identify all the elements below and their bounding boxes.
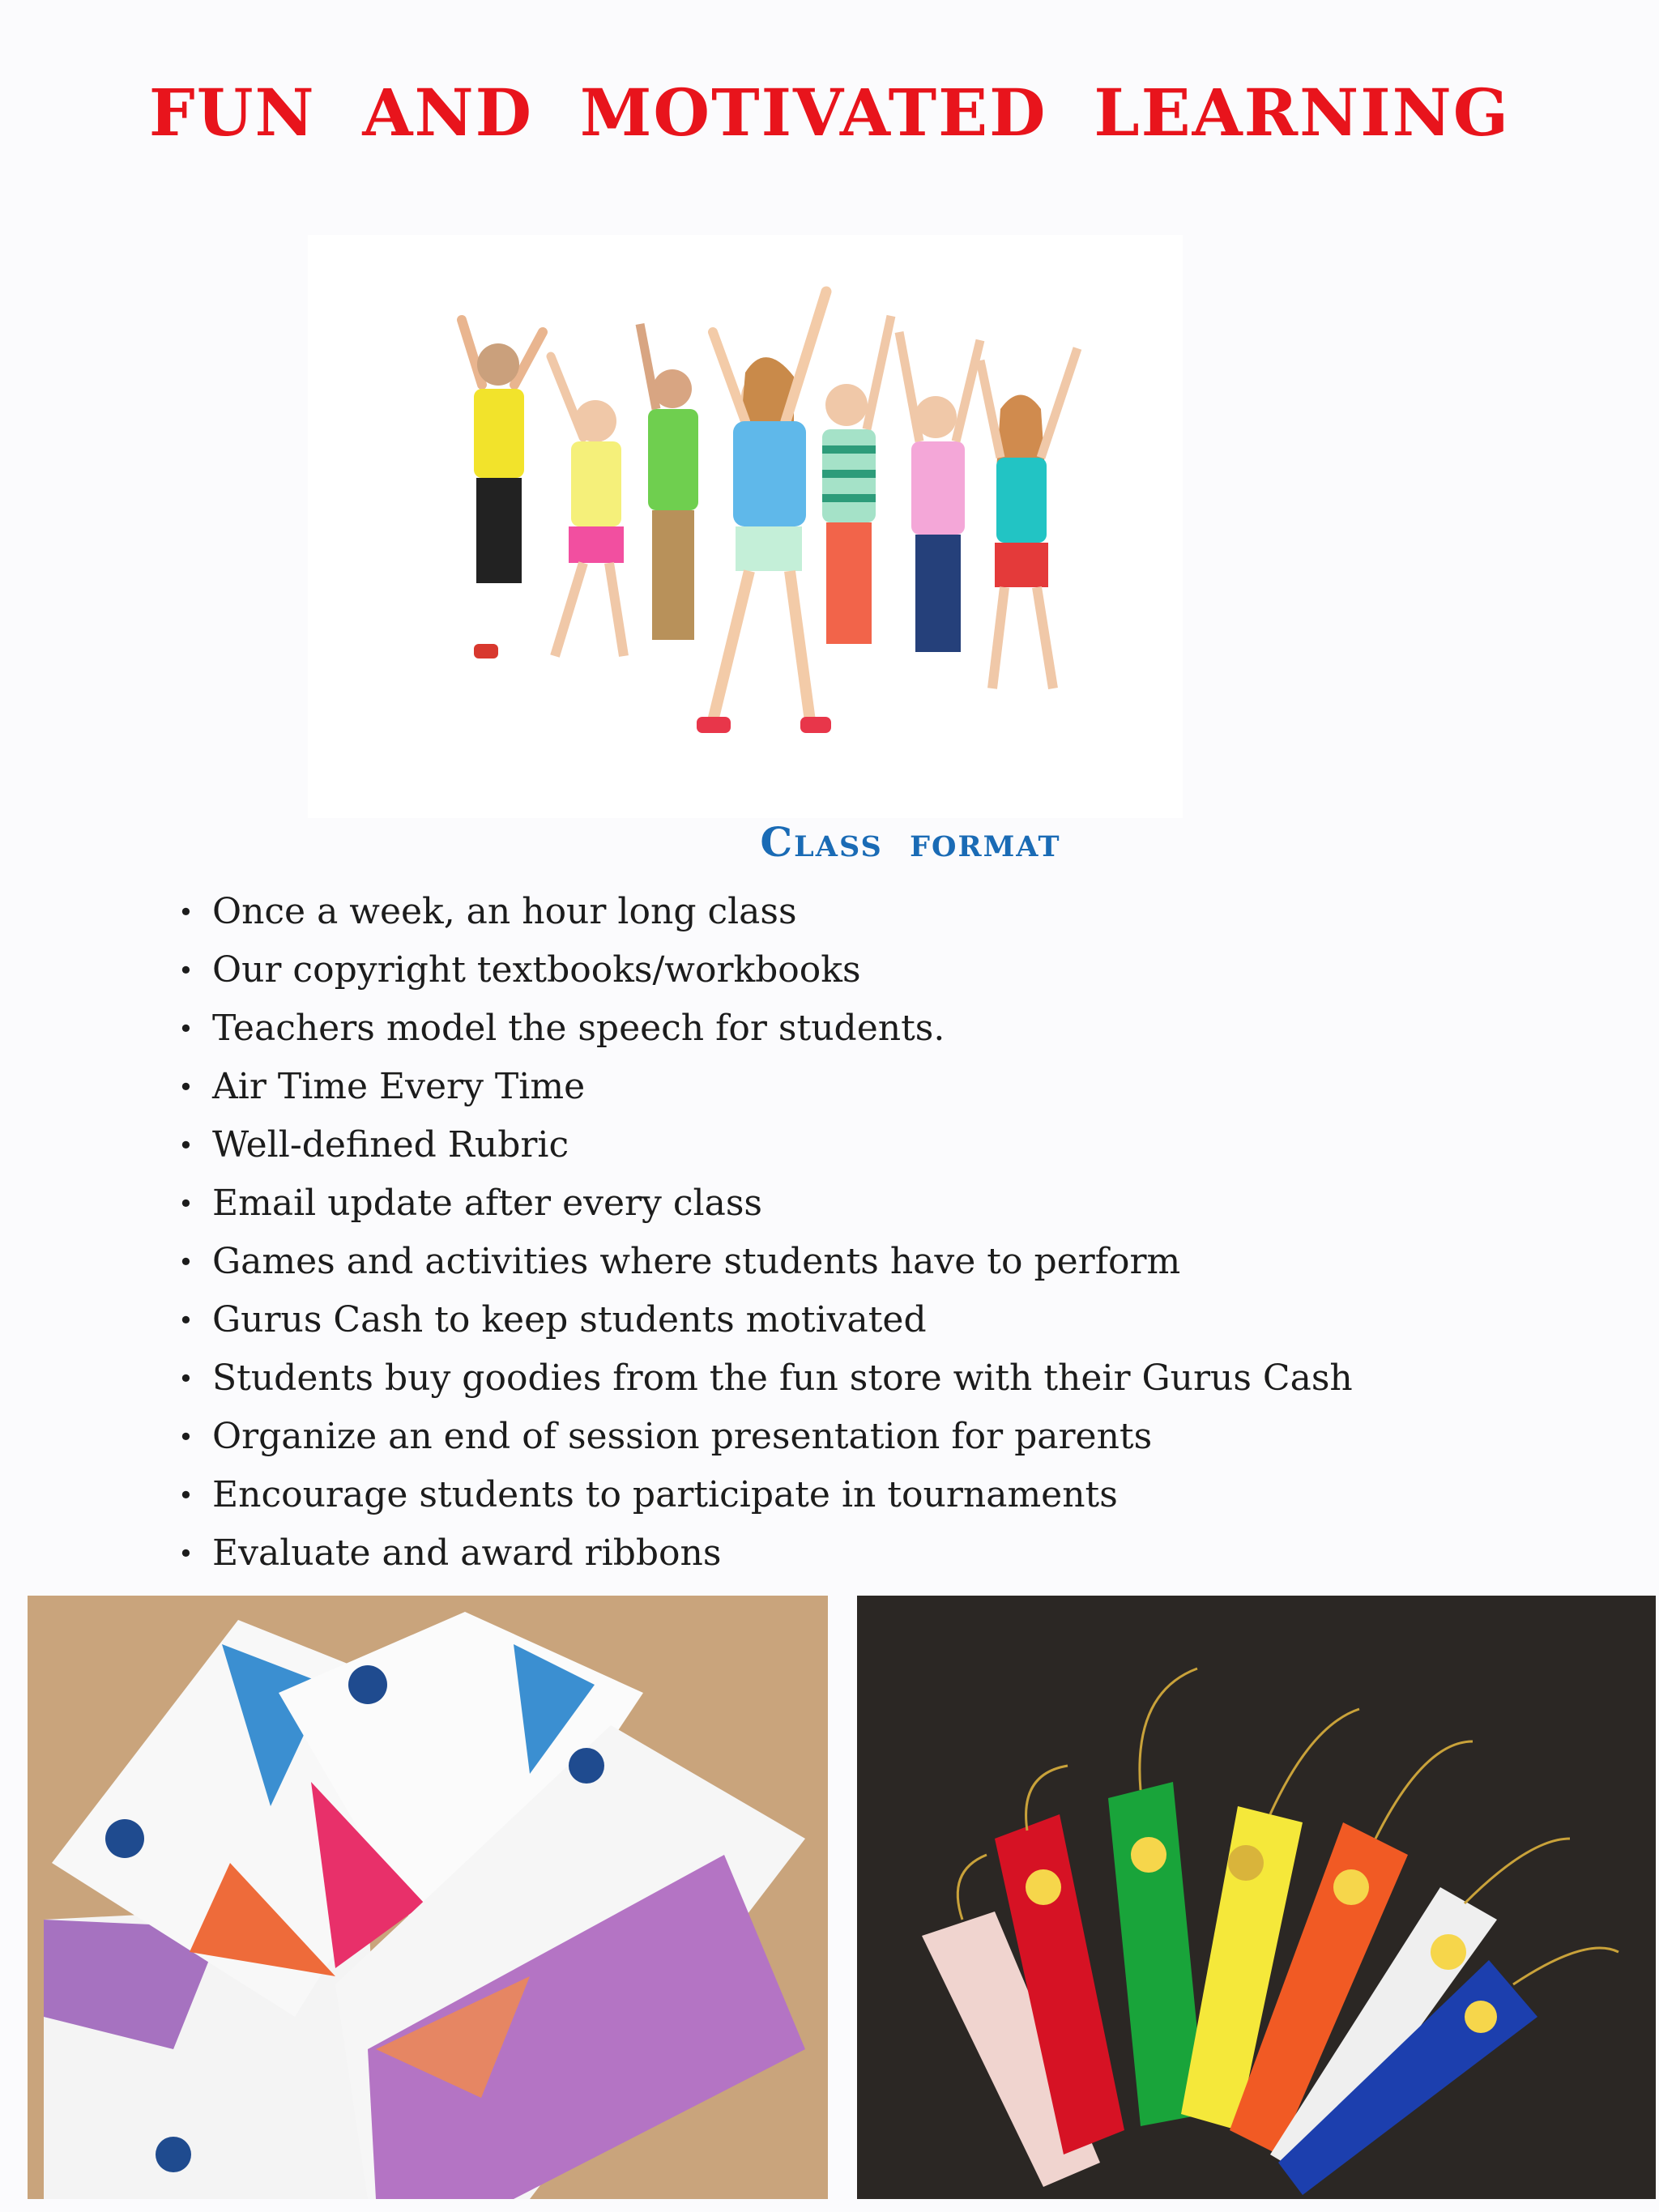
class-format-list xyxy=(178,887,1555,1587)
bullet-icon: • xyxy=(178,1247,194,1277)
bullet-icon: • xyxy=(178,1363,194,1394)
list-item: • Encourage students to participate in tournaments xyxy=(178,1470,1555,1528)
section-heading: Class format xyxy=(760,818,1061,866)
ribbons-illustration xyxy=(857,1596,1656,2199)
list-item: • Once a week, an hour long class xyxy=(178,887,1555,945)
list-item: • Our copyright textbooks/workbooks xyxy=(178,945,1555,1004)
bullet-icon: • xyxy=(178,1130,194,1161)
bullet-icon: • xyxy=(178,955,194,986)
kids-photo xyxy=(308,235,1183,818)
ribbons-photo xyxy=(857,1596,1656,2199)
bullet-icon: • xyxy=(178,1421,194,1452)
workbooks-photo xyxy=(28,1596,828,2199)
list-item: • Evaluate and award ribbons xyxy=(178,1528,1555,1587)
bullet-icon: • xyxy=(178,1013,194,1044)
bullet-icon: • xyxy=(178,897,194,927)
list-item: • Email update after every class xyxy=(178,1178,1555,1237)
list-item: • Teachers model the speech for students. xyxy=(178,1004,1555,1062)
list-item: • Organize an end of session presentation for parents xyxy=(178,1412,1555,1470)
list-item: • Students buy goodies from the fun store with their Gurus Cash xyxy=(178,1353,1555,1412)
bullet-icon: • xyxy=(178,1188,194,1219)
page-title: FUN AND MOTIVATED LEARNING xyxy=(148,75,1511,151)
kids-illustration xyxy=(308,235,1183,818)
bullet-icon: • xyxy=(178,1072,194,1102)
bullet-icon: • xyxy=(178,1305,194,1336)
bullet-icon: • xyxy=(178,1480,194,1511)
workbooks-illustration xyxy=(28,1596,828,2199)
list-item: • Well-defined Rubric xyxy=(178,1120,1555,1178)
list-item: • Gurus Cash to keep students motivated xyxy=(178,1295,1555,1353)
list-item: • Games and activities where students have to perform xyxy=(178,1237,1555,1295)
list-item: • Air Time Every Time xyxy=(178,1062,1555,1120)
bullet-icon: • xyxy=(178,1538,194,1569)
